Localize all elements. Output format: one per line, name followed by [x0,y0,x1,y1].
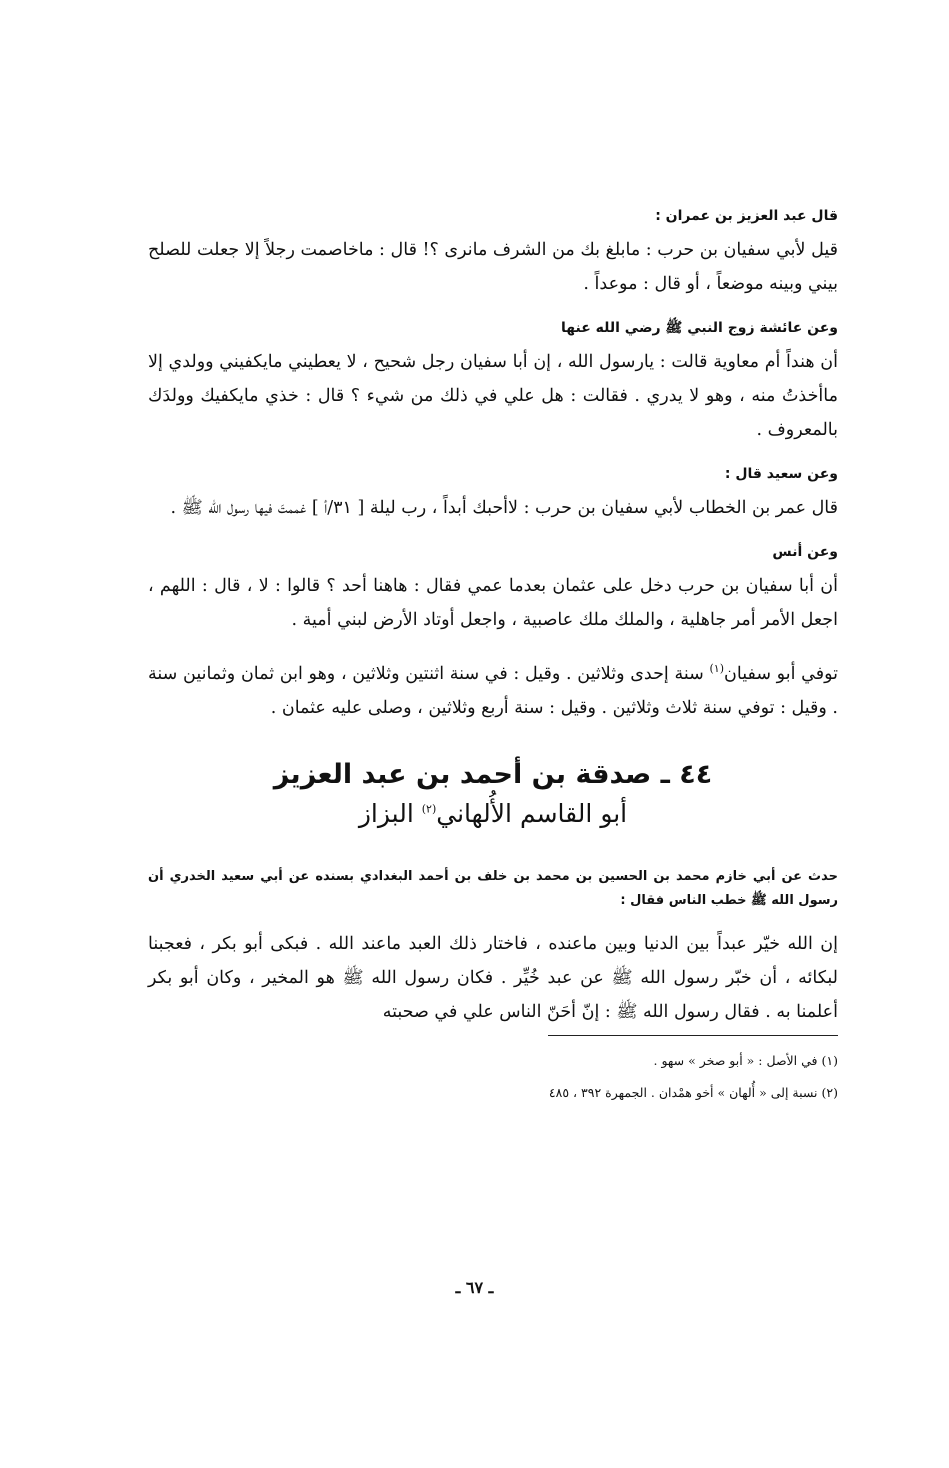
death-note-start: توفي أبو سفيان [724,664,839,684]
footnote-ref-1: (١) [709,662,725,676]
paragraph: أن أبا سفيان بن حرب دخل على عثمان بعدما عمي فقال : هاهنا أحد ؟ قالوا : لا ، قال : اللهم ، اجعل الأمر أمر جاهلية ، والملك ملك عاصبية ، واجعل أوتاد الأرض لبني أمية . [148,576,838,630]
section-2 [148,317,838,447]
paragraph: قال عمر بن الخطاب لأبي سفيان بن حرب : لاأحبك أبداً ، رب ليلة [ ٣١/أ ] غممتَ فيها رسول الله ﷺ . [170,498,838,518]
paragraph: قيل لأبي سفيان بن حرب : مابلغ بك من الشرف مانرى ؟! قال : ماخاصمت رجلاً إلا جعلت للصلح بيني وبينه موضعاً ، أو قال : موعداً . [148,240,838,294]
death-note [148,657,838,725]
footnote-divider [548,1035,838,1036]
section-header: وعن سعيد قال : [724,466,838,482]
page-number: ـ ٦٧ ـ [455,1278,494,1297]
entry-subtitle-start: أبو القاسم الأُلهاني [436,799,628,828]
section-header: قال عبد العزيز بن عمران : [655,208,838,224]
footnote-2: (٢) نسبة إلى « أُلهان » أخو همْدان . الجمهرة ٣٩٢ ، ٤٨٥ [548,1085,838,1100]
footnote-ref-2: (٢) [421,802,437,816]
section-3 [148,463,838,525]
page-content [148,205,838,1114]
isnad-text: حدث عن أبي خازم محمد بن الحسين بن محمد بن خلف بن أحمد البغدادي بسنده عن أبي سعيد الخدري أن رسول الله ﷺ خطب الناس فقال : [148,869,838,908]
entry-subtitle-end: البزاز [358,799,422,828]
section-header: وعن أنس [772,544,838,560]
section-header: وعن عائشة زوج النبي ﷺ رضي الله عنها [561,320,838,336]
entry-title: ٤٤ ـ صدقة بن أحمد بن عبد العزيز [273,759,713,790]
death-note-rest: سنة إحدى وثلاثين . وقيل : في سنة اثنتين وثلاثين ، وهو ابن ثمان وثمانين سنة . وقيل : توفي سنة ثلاث وثلاثين . وقيل : سنة أربع وثلاثين ، وصلى عليه عثمان . [148,664,838,718]
footnote-1: (١) في الأصل : « أبو صخر » سهو . [653,1053,838,1068]
paragraph: أن هنداً أم معاوية قالت : يارسول الله ، إن أبا سفيان رجل شحيح ، لا يعطيني مايكفيني وولدي إلا ماأخذتُ منه ، وهو لا يدري . فقالت : هل علي في ذلك من شيء ؟ قال : خذي مايكفيك وولدَك بالمعروف . [148,352,838,440]
section-1 [148,205,838,301]
entry-subtitle [148,795,838,833]
hadith-text: إن الله خيّر عبداً بين الدنيا وبين ماعنده ، فاختار ذلك العبد ماعند الله . فبكى أبو بكر ، فعجبنا لبكائه ، أن خبّر رسول الله ﷺ عن عبد خُيِّر . فكان رسول الله ﷺ هو المخير ، وكان أبو بكر أعلمنا به . فقال رسول الله ﷺ : إنّ أحَنّ الناس علي في صحبته [148,934,838,1022]
section-4 [148,541,838,637]
